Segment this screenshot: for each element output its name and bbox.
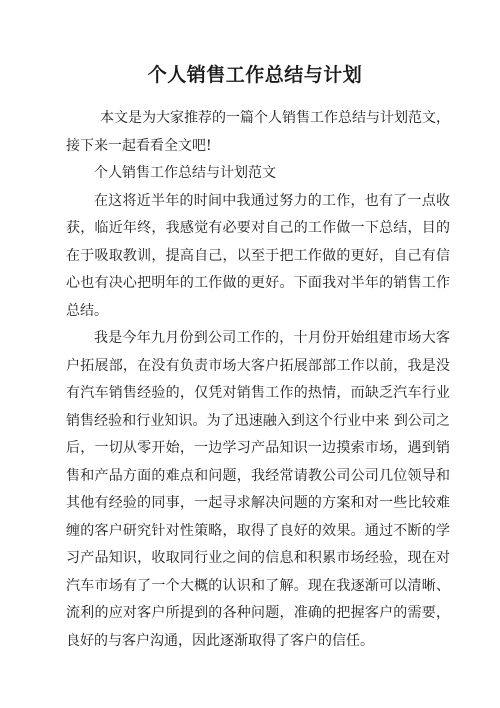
body-paragraph-1: 在这将近半年的时间中我通过努力的工作，也有了一点收获，临近年终，我感觉有必要对自己的工作做一下总结，目的在于吸取教训，提高自己，以至于把工作做的更好，自己有信心也有决心把明年的工作做的更好。下面我对半年的销售工作总结。 (66, 192, 450, 319)
intro-paragraph: 本文是为大家推荐的一篇个人销售工作总结与计划范文，接下来一起看看全文吧! (66, 110, 450, 154)
subtitle-paragraph: 个人销售工作总结与计划范文 (94, 165, 276, 181)
body-paragraph-2: 我是今年九月份到公司工作的，十月份开始组建市场大客户拓展部，在没有负责市场大客户拓展部部工作以前，我是没有汽车销售经验的，仅凭对销售工作的热情，而缺乏汽车行业销售经验和行业知识。为了迅速融入到这个行业中来 到公司之后，一切从零开始，一边学习产品知识一边摸索市场，遇到销售和产品方面的难点和问题，我经常请教公司公司几位领导和其他有经验的同事，一起寻求解决问题的方案和对一些比较难缠的客户研究针对性策略，取得了良好的效果。通过不断的学习产品知识，收取同行业之间的信息和积累市场经验，现在对汽车市场有了一个大概的认识和了解。现在我逐渐可以清晰、流利的应对客户所提到的各种问题，准确的把握客户的需要，良好的与客户沟通，因此逐渐取得了客户的信任。 (66, 330, 450, 649)
document-title: 个人销售工作总结与计划 (147, 64, 363, 86)
